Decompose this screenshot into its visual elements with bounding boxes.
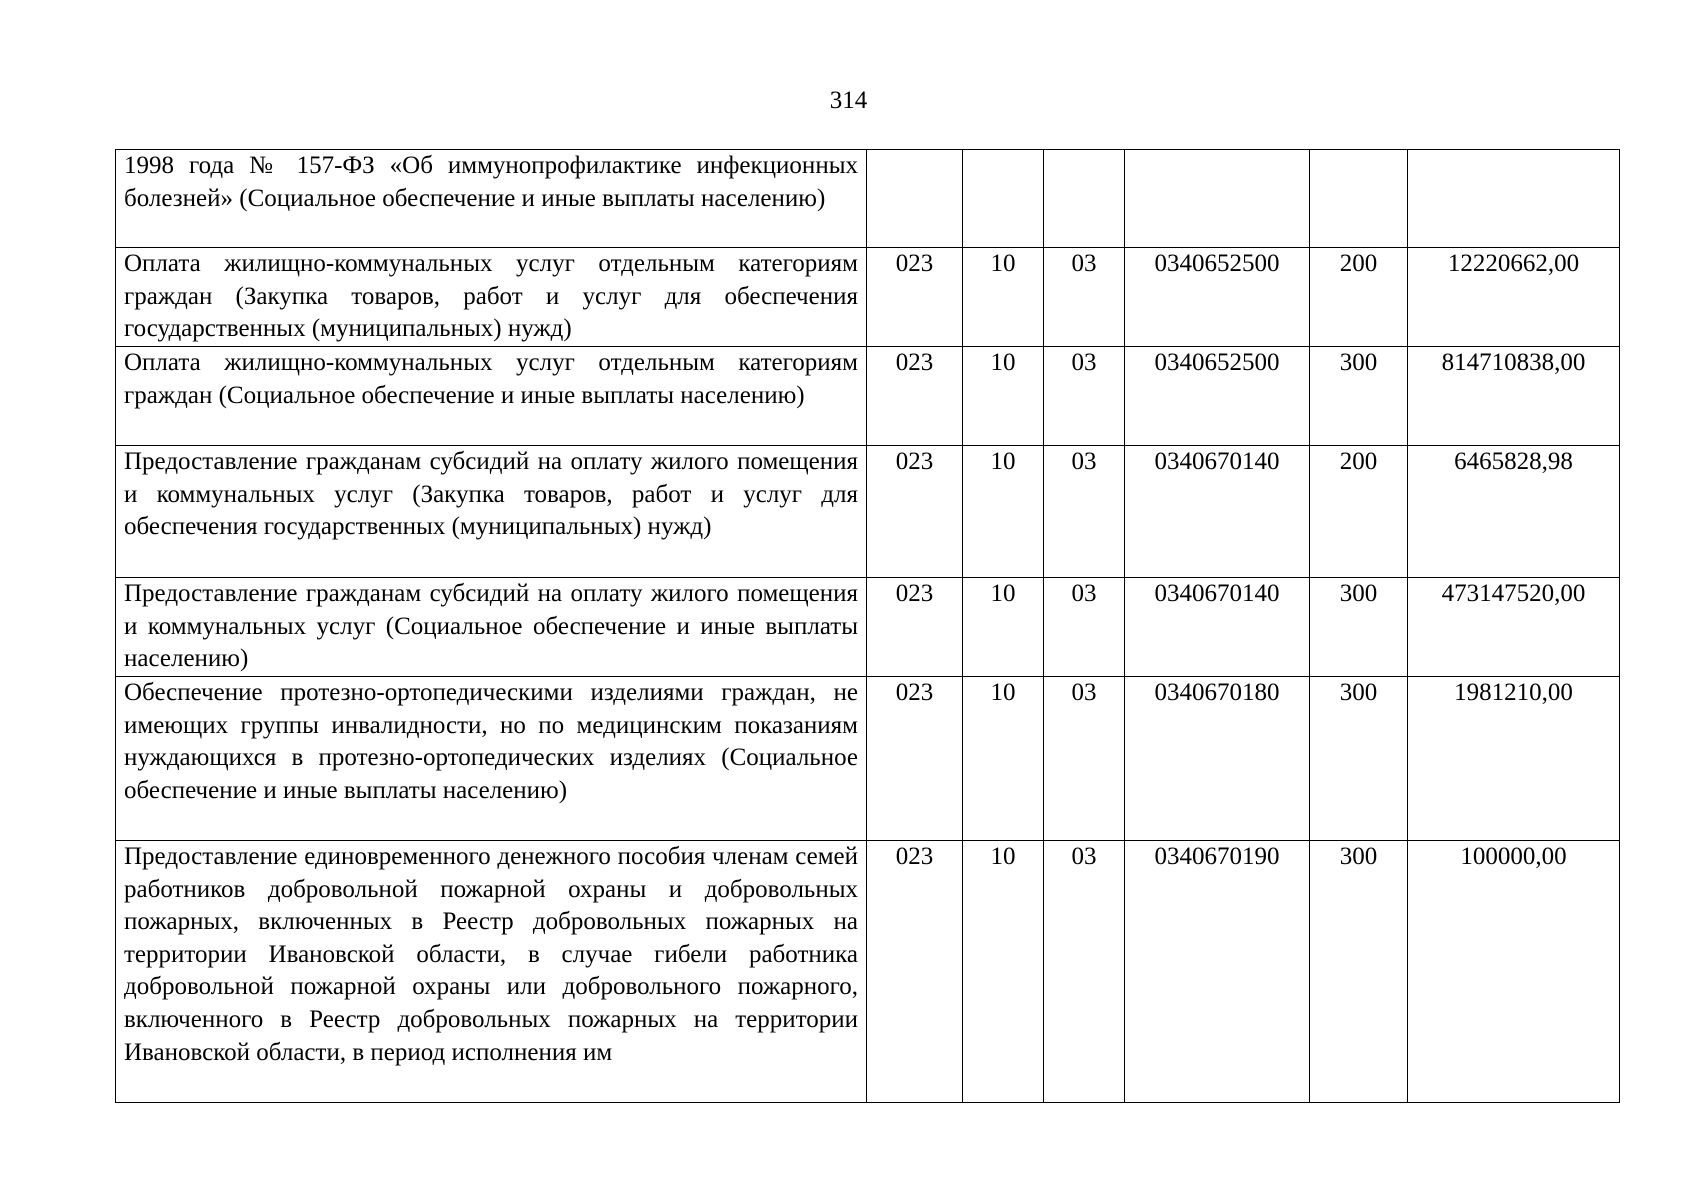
amount: 814710838,00 [1408,347,1620,446]
expense-type-code: 200 [1310,248,1408,347]
section-code [963,150,1044,248]
ministry-code: 023 [867,446,963,578]
target-item-code: 0340652500 [1125,248,1310,347]
expense-type-code: 300 [1310,347,1408,446]
target-item-code: 0340670190 [1125,841,1310,1103]
row-description: 1998 года № 157-ФЗ «Об иммунопрофилактике инфекционных болезней» (Социальное обеспечение и иные выплаты населению) [116,150,867,248]
row-description: Предоставление гражданам субсидий на оплату жилого помещения и коммунальных услуг (Социальное обеспечение и иные выплаты населению) [116,578,867,677]
row-description: Оплата жилищно-коммунальных услуг отдельным категориям граждан (Закупка товаров, работ и услуг для обеспечения государственных (муниципальных) нужд) [116,248,867,347]
amount: 12220662,00 [1408,248,1620,347]
expense-type-code: 300 [1310,841,1408,1103]
row-description: Предоставление гражданам субсидий на оплату жилого помещения и коммунальных услуг (Закупка товаров, работ и услуг для обеспечения государственных (муниципальных) нужд) [116,446,867,578]
expense-type-code: 300 [1310,677,1408,841]
ministry-code: 023 [867,347,963,446]
row-description: Предоставление единовременного денежного пособия членам семей работников добровольной пожарной охраны и добровольных пожарных, включенных в Реестр добровольных пожарных на территории Ивановской области, в случае гибели работника добровольной пожарной охраны или добровольного пожарного, включенного в Реестр добровольных пожарных на территории Ивановской области, в период исполнения им [116,841,867,1103]
table-row [116,150,1620,248]
subsection-code: 03 [1044,446,1125,578]
amount [1408,150,1620,248]
page-number: 314 [829,87,868,114]
table-row [116,248,1620,347]
ministry-code: 023 [867,248,963,347]
section-code: 10 [963,578,1044,677]
expense-type-code: 300 [1310,578,1408,677]
table-row [116,446,1620,578]
target-item-code: 0340670180 [1125,677,1310,841]
section-code: 10 [963,677,1044,841]
table-row [116,578,1620,677]
table-row [116,347,1620,446]
subsection-code [1044,150,1125,248]
target-item-code: 0340670140 [1125,446,1310,578]
subsection-code: 03 [1044,248,1125,347]
ministry-code: 023 [867,677,963,841]
row-description: Оплата жилищно-коммунальных услуг отдельным категориям граждан (Социальное обеспечение и иные выплаты населению) [116,347,867,446]
amount: 6465828,98 [1408,446,1620,578]
subsection-code: 03 [1044,347,1125,446]
expense-type-code [1310,150,1408,248]
section-code: 10 [963,841,1044,1103]
ministry-code [867,150,963,248]
amount: 473147520,00 [1408,578,1620,677]
section-code: 10 [963,347,1044,446]
section-code: 10 [963,248,1044,347]
row-description: Обеспечение протезно-ортопедическими изделиями граждан, не имеющих группы инвалидности, но по медицинским показаниям нуждающихся в протезно-ортопедических изделиях (Социальное обеспечение и иные выплаты населению) [116,677,867,841]
subsection-code: 03 [1044,841,1125,1103]
subsection-code: 03 [1044,677,1125,841]
target-item-code: 0340652500 [1125,347,1310,446]
ministry-code: 023 [867,578,963,677]
amount: 100000,00 [1408,841,1620,1103]
section-code: 10 [963,446,1044,578]
target-item-code [1125,150,1310,248]
subsection-code: 03 [1044,578,1125,677]
target-item-code: 0340670140 [1125,578,1310,677]
table-row [116,677,1620,841]
ministry-code: 023 [867,841,963,1103]
budget-table [115,149,1620,1103]
table-row [116,841,1620,1103]
expense-type-code: 200 [1310,446,1408,578]
amount: 1981210,00 [1408,677,1620,841]
